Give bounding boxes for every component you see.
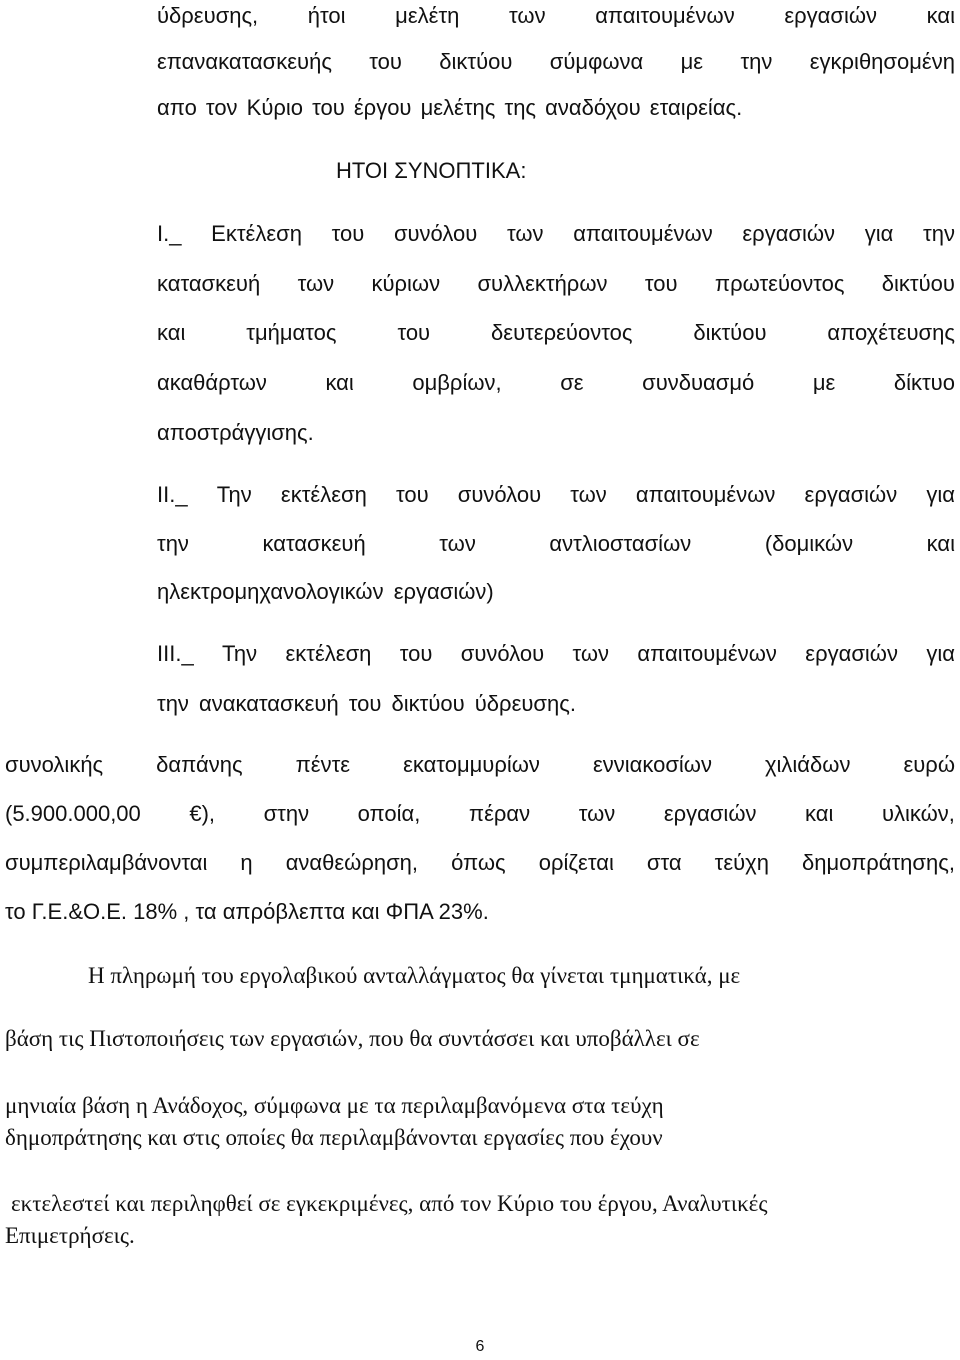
word: κατασκευή — [262, 531, 366, 556]
word: ύδρευσης, — [157, 3, 259, 28]
word: και — [926, 531, 955, 556]
word: Την — [216, 482, 252, 507]
payment-line: Επιμετρήσεις. — [5, 1223, 135, 1248]
word: (5.900.000,00 — [5, 801, 141, 826]
word: Εκτέλεση — [211, 221, 302, 246]
item-1-line — [157, 369, 955, 397]
word: σύμφωνα — [549, 49, 644, 74]
budget-line — [5, 800, 955, 828]
word: συνόλου — [457, 482, 542, 507]
word: €), — [189, 801, 216, 826]
item-2-line: ηλεκτρομηχανολογικών εργασιών) — [157, 579, 494, 604]
word: αντλιοστασίων — [549, 531, 692, 556]
word: ομβρίων, — [412, 370, 502, 395]
word: εννιακοσίων — [592, 752, 712, 777]
item-2-line — [157, 481, 955, 509]
word: η — [240, 850, 253, 875]
word: δημοπράτησης, — [801, 850, 955, 875]
word: δαπάνης — [156, 752, 243, 777]
word: απαιτουμένων — [635, 482, 776, 507]
word: (δομικών — [764, 531, 854, 556]
payment-line: βάση τις Πιστοποιήσεις των εργασιών, που θα συντάσσει και υποβάλλει σε — [5, 1026, 700, 1051]
item-1-line — [157, 220, 955, 248]
payment-line: δημοπράτησης και στις οποίες θα περιλαμβάνονται εργασίες που έχουν — [5, 1125, 663, 1150]
word: και — [325, 370, 354, 395]
intro-line: απο τον Κύριο του έργου μελέτης της αναδόχου εταιρείας. — [157, 95, 743, 120]
word: Την — [222, 641, 258, 666]
word: χιλιάδων — [764, 752, 851, 777]
item-1-line — [157, 319, 955, 347]
word: όπως — [451, 850, 506, 875]
word: συνόλου — [393, 221, 478, 246]
word: των — [578, 801, 616, 826]
budget-line: το Γ.Ε.&Ο.Ε. 18% , τα απρόβλεπτα και ΦΠΑ 23%. — [5, 899, 489, 924]
word: κατασκευή — [157, 271, 261, 296]
word: σε — [560, 370, 584, 395]
payment-line: μηνιαία βάση η Ανάδοχος, σύμφωνα με τα περιλαμβανόμενα στα τεύχη — [5, 1093, 664, 1118]
word: υλικών, — [881, 801, 955, 826]
word: την — [923, 221, 955, 246]
word: συλλεκτήρων — [477, 271, 608, 296]
word: του — [399, 641, 433, 666]
word: πέντε — [295, 752, 351, 777]
word: των — [572, 641, 610, 666]
word: συνόλου — [460, 641, 545, 666]
word: και — [805, 801, 834, 826]
word: ΙΙΙ._ — [157, 641, 194, 666]
word: την — [157, 531, 189, 556]
intro-line — [157, 48, 955, 76]
word: των — [570, 482, 607, 507]
page-number: 6 — [475, 1338, 485, 1355]
item-3-line: την ανακατασκευή του δικτύου ύδρευσης. — [157, 691, 576, 716]
word: εκατομμυρίων — [403, 752, 540, 777]
word: Ι._ — [157, 221, 182, 246]
budget-line — [5, 751, 955, 779]
budget-line — [5, 849, 955, 877]
word: στα — [646, 850, 682, 875]
word: με — [812, 370, 836, 395]
word: με — [680, 49, 704, 74]
word: και — [157, 320, 186, 345]
word: αποχέτευσης — [827, 320, 955, 345]
word: τεύχη — [714, 850, 769, 875]
word: δικτύου — [693, 320, 767, 345]
word: την — [740, 49, 773, 74]
word: πρωτεύοντος — [714, 271, 845, 296]
word: του — [331, 221, 365, 246]
word: δευτερεύοντος — [491, 320, 633, 345]
word: εκτέλεση — [285, 641, 372, 666]
word: εργασιών — [784, 3, 878, 28]
word: των — [509, 3, 546, 28]
word: του — [395, 482, 429, 507]
word: ακαθάρτων — [157, 370, 267, 395]
word: των — [439, 531, 476, 556]
word: μελέτη — [395, 3, 460, 28]
word: πέραν — [468, 801, 531, 826]
word: ήτοι — [307, 3, 346, 28]
item-3-line — [157, 640, 955, 668]
payment-line: Η πληρωμή του εργολαβικού ανταλλάγματος θα γίνεται τμηματικά, με — [88, 963, 741, 988]
word: των — [297, 271, 335, 296]
word: ευρώ — [903, 752, 955, 777]
word: για — [864, 221, 894, 246]
item-2-line — [157, 530, 955, 558]
word: απαιτουμένων — [595, 3, 735, 28]
word: εργασιών — [805, 641, 898, 666]
word: ορίζεται — [538, 850, 614, 875]
word: εργασιών — [742, 221, 836, 246]
word: εργασιών — [663, 801, 757, 826]
word: απαιτουμένων — [573, 221, 713, 246]
word: του — [644, 271, 678, 296]
word: δίκτυο — [893, 370, 955, 395]
word: στην — [263, 801, 310, 826]
word: του — [369, 49, 402, 74]
item-1-line: αποστράγγισης. — [157, 420, 314, 445]
word: δικτύου — [881, 271, 955, 296]
word: συνδυασμό — [642, 370, 755, 395]
word: ΙΙ._ — [157, 482, 188, 507]
word: του — [397, 320, 431, 345]
word: αναθεώρηση, — [285, 850, 419, 875]
word: για — [926, 641, 955, 666]
payment-line: εκτελεστεί και περιληφθεί σε εγκεκριμένες, από τον Κύριο του έργου, Αναλυτικές — [11, 1191, 768, 1216]
word: εργασιών — [804, 482, 898, 507]
word: απαιτουμένων — [637, 641, 777, 666]
word: κύριων — [371, 271, 441, 296]
word: και — [926, 3, 955, 28]
section-heading: ΗΤΟΙ ΣΥΝΟΠΤΙΚΑ: — [336, 158, 527, 183]
word: δικτύου — [439, 49, 513, 74]
word: οποία, — [357, 801, 421, 826]
word: των — [506, 221, 544, 246]
word: συμπεριλαμβάνονται — [5, 850, 208, 875]
word: επανακατασκευής — [157, 49, 332, 74]
word: για — [926, 482, 955, 507]
word: εγκριθησομένη — [809, 49, 955, 74]
word: τμήματος — [246, 320, 337, 345]
intro-line — [157, 2, 955, 30]
word: εκτέλεση — [280, 482, 367, 507]
word: συνολικής — [5, 752, 104, 777]
item-1-line — [157, 270, 955, 298]
